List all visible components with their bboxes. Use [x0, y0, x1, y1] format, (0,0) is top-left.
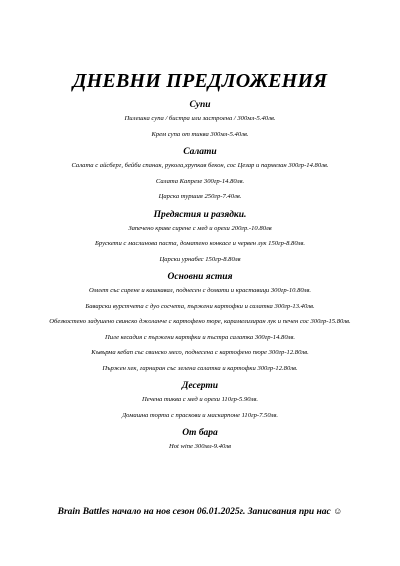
menu-item: Пържен хек, гарниран със зелена салатка и картофки 300гр-12.80лв.	[102, 364, 298, 372]
menu-item: Салата с айсберг, бейби спанак, рукола,хрупкав бекон, сос Цезар и пармезан 300гр-14.80лв.	[71, 162, 329, 169]
menu-item: Салата Капрезе 300гр-14.80лв.	[155, 177, 245, 185]
footer-text: Brain Battles начало на нов сезон 06.01.2025г. Записвания при нас	[57, 507, 331, 517]
section-heading: Салати	[183, 147, 217, 157]
menu-item: Царска туршия 250гр-7.40лв.	[158, 193, 242, 200]
menu-section	[0, 145, 400, 202]
menu-item: Печена тиква с мед и орехи 110гр-5.90лв.	[142, 396, 258, 403]
menu-content	[0, 98, 400, 458]
section-heading: Предястия и разядки.	[153, 209, 247, 220]
menu-section	[0, 270, 400, 373]
section-heading: Супи	[189, 100, 211, 110]
menu-item: Hot wine 300мл-9.40лв	[168, 443, 232, 450]
menu-item: Къвърма кебап със свинско месо, поднесена с картофено пюре 300гр-12.80лв.	[91, 349, 309, 356]
page-title: ДНЕВНИ ПРЕДЛОЖЕНИЯ	[72, 70, 328, 92]
menu-item: Брускети с маслинова паста, доматено конкасе и червен лук 150гр-8.80лв.	[94, 240, 306, 247]
menu-item: Пиле кесадия с пържени картфки и пъстра салатка 300гр-14.80лв.	[104, 333, 296, 341]
menu-item: Крем супа от тиква 300мл-5.40лв.	[151, 130, 249, 138]
menu-item: Пилешка супа / бистра или застроена / 300мл-5.40лв.	[124, 115, 276, 122]
section-heading: Десерти	[181, 381, 219, 391]
menu-item: Царски урнабес 150гр-8.80лв	[159, 255, 241, 263]
menu-section	[0, 426, 400, 452]
menu-item: Омлет със сирене и кашкавал, поднесен с домати и краставици 300гр-10.80лв.	[88, 287, 312, 294]
menu-item: Обезкостено задушено свинско джоланче с картофено пюре, карамелизиран лук и печен сос 300гр-15.80лв.	[49, 318, 351, 325]
menu-item: Баварски вурстчета с дуо сосчета, пържени картофки и салатка 300гр-13.40лв.	[85, 302, 315, 310]
menu-section	[0, 98, 400, 139]
menu-item: Запечено краве сирене с мед и орехи 200гр.-10.80лв	[128, 224, 272, 232]
menu-section	[0, 208, 400, 265]
smiley-icon: ☺	[333, 506, 343, 516]
menu-section	[0, 379, 400, 420]
section-heading: Основни ястия	[167, 272, 233, 282]
menu-item: Домашна торта с праскови и маскарпоне 110гр-7.50лв.	[121, 411, 279, 419]
footer-announcement	[30, 505, 370, 518]
section-heading: От бара	[182, 428, 218, 438]
